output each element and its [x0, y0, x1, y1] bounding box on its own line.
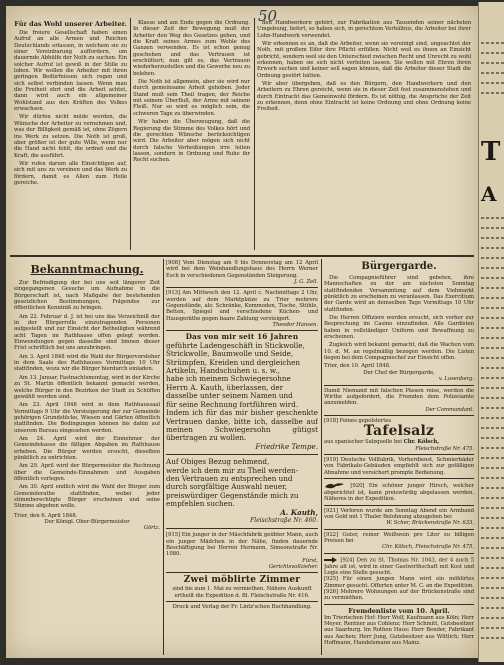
- signer-name: Görtz.: [143, 525, 160, 532]
- edge-text-line: [481, 567, 504, 569]
- paragraph: Die Herren Offiziere werden ersucht, sich vorher zur Besprechung im Casino einzufinden. Alle Gardisten haben in vollständiger Uniform und Bewaffnung zu erscheinen.: [324, 315, 474, 341]
- signer-title: Der Chef der Bürgergarde,: [363, 369, 435, 376]
- paragraph: Wir erkennen es an, daß die Arbeiter, wenn sie vereinigt sind, ungeachtet der Noth, mit großem Eifer ihre Pflicht erfüllen. Nicht weil es ihnen an Einsicht gebricht, sondern weil sie den Unterschied zwischen Recht und Unrecht zu wohl erkennen, haben sie sich nicht verleiten lassen. Sie wollen mit Ehren ihren Erwerb suchen und keiner soll sagen können, daß die Arbeiter dieser Stadt die Ordnung gestört hätten.: [257, 41, 471, 79]
- masthead-letter: T: [481, 137, 501, 167]
- announcement-line: geführte Ladengeschäft in Stickwolle,: [166, 340, 305, 350]
- notice-divider: [324, 415, 474, 416]
- place-date: Trier, den 10. April 1848.: [324, 363, 391, 370]
- notice-signature: Fürst,: [302, 557, 318, 564]
- section-divider: [10, 255, 474, 257]
- announcement-line: Auf Obiges Bezug nehmend,: [166, 457, 270, 467]
- notice-text: [921] Verloren wurde am Sonntag Abend ein Armband von Gold mit 1 Thaler Belohnung abzugeben bei: [324, 507, 474, 520]
- announcement-line: preiswürdiger Gegenstände mich zu: [166, 490, 299, 500]
- place-date: Trier, den 6. April 1848.: [14, 512, 78, 519]
- tafelsalz-sub-text: aus spanischer Salzquelle bei: [324, 439, 402, 446]
- edge-text-line: [481, 82, 504, 84]
- paragraph: Wir haben die Überzeugung, daß die Regierung die Stimme des Volkes hört und die gerechten Wünsche berücksichtigen wird. Die Arbeiter aber mögen sich nicht durch falsche Verheißungen irre leiten lassen, sondern in Ordnung und Ruhe ihr Recht suchen.: [133, 119, 250, 164]
- tafelsalz-address: Fleischstraße Nr. 475.: [415, 445, 474, 452]
- edge-text-line: [481, 227, 504, 229]
- notice-text: [913] Am Mittwoch den 12. April c. Nachmittags 2 Uhr, werden auf dem Marktplatze zu Trier mehrere Gegenstände, als: Schränke, Kommoden, Tische, Stühle, Betten, Spiegel und verschiedene Küchen- und Hausgeräthe gegen baare Zahlung versteigert.: [166, 290, 318, 322]
- fremdenliste-text: Im Trierischen Hof: Herr Wolf, Kaufmann aus Köln; Herr Meyer, Rentner aus Coblenz; Herr Schmitt, Gutsbesitzer aus Saarburg. Im Rothen Haus: Herr Bender, Fabrikant aus Aachen; Herr Jung, Gutsbesitzer aus Wittlich; Herr Hoffmann, Handelsmann aus Mainz.: [324, 614, 474, 647]
- fremdenliste-title: Fremdenliste vom 10. April.: [348, 606, 450, 615]
- notice-divider: [324, 478, 474, 479]
- buergergarde-text: [324, 275, 474, 383]
- edge-text-line: [481, 547, 504, 549]
- paragraph: Die Compagnieführer sind gebeten, ihre Mannschaften zu der am nächsten Sonntag stattfindenden Versammlung auf dem Viehmarkt pünktlich zu erscheinen zu veranlassen. Das Exercitium der Garde wird an demselben Tage Vormittags 10 Uhr stattfinden.: [324, 275, 474, 313]
- notice-divider: [166, 601, 318, 602]
- edge-text-line: [481, 367, 504, 369]
- edge-text-line: [481, 267, 504, 269]
- edge-text-line: [481, 507, 504, 509]
- top-left-column: [14, 20, 127, 254]
- edge-text-line: [481, 417, 504, 419]
- notice-signature: Chr. Kölsch, Fleischstraße Nr. 475.: [381, 544, 474, 551]
- edge-text-line: [481, 357, 504, 359]
- paragraph: Am 3. April 1848 wird die Wahl der Bürgervorsteher in dem Saale des Rathhauses Vormittags 10 Uhr stattfinden, wozu wir die Bürger hierdurch einladen.: [14, 353, 160, 373]
- zimmer-title: Zwei möblirte Zimmer: [183, 575, 301, 586]
- edge-text-line: [481, 297, 504, 299]
- notice-divider: [166, 454, 318, 455]
- edge-text-line: [481, 307, 504, 309]
- notice-divider: [166, 572, 318, 573]
- announcement-line: durch sorgfältige Auswahl neuer,: [166, 482, 288, 492]
- column-divider: [130, 18, 131, 250]
- edge-text-line: [481, 237, 504, 239]
- top-middle-text: [133, 20, 250, 164]
- edge-text-line: [481, 457, 504, 459]
- announcement-line: Strickwolle, Baumwolle und Seide,: [166, 349, 294, 359]
- notice-text: [908] Vom Dienstag am 9 bis Donnerstag am 12 April wird bei dem Weinhandlungshaus des Herrn Werner Esch in verschiedenen Gegenständen Steigerung.: [166, 260, 318, 279]
- notice-text: [920] Ein schöner junger Hirsch, welcher abgerichtet ist, kann preiswürdig abgelassen werden. Näheres in der Expedition.: [324, 482, 474, 503]
- top-left-title: Für das Wohl unserer Arbeiter.: [14, 20, 127, 28]
- announcement-signature: Friedrike Tempe.: [255, 441, 318, 451]
- notice-divider: [324, 553, 474, 554]
- top-left-text: [14, 30, 127, 186]
- paragraph: Am 24. April wird der Einnehmer der Gemeindekasse die fälligen Abgaben im Rathhause erheben. Die Bürger werden ersucht, dieselben pünktlich zu entrichten.: [14, 435, 160, 461]
- edge-text-line: [481, 447, 504, 449]
- notice-signature: Der Commandant.: [425, 406, 474, 413]
- notice-text: [924] Den zu St. Thomas Nr. 1043, der 4 auch 5 Jahre alt ist, wird in einer Gastwirthschaft mit Kost und Logis eine Stelle gesucht.: [324, 557, 474, 577]
- top-right-text: [257, 20, 471, 113]
- edge-text-line: [481, 537, 504, 539]
- kauth-name: A. Kauth,: [280, 507, 318, 517]
- notice-verloren: [324, 508, 474, 527]
- edge-text-line: [481, 347, 504, 349]
- edge-text-line: [481, 247, 504, 249]
- edge-text-line: [481, 577, 504, 579]
- notice-text: [922] Guter, reiner Weißwein pro Liter zu billigen Preisen bei: [324, 531, 474, 544]
- notice-signature: Theodor Hansen.: [272, 322, 318, 329]
- tempe-announcement: [166, 333, 318, 451]
- edge-text-line: [481, 517, 504, 519]
- paragraph: Am 13. Januar, Fastnachtsmontag, wird in der Kirche zu St. Martin öffentlich bekannt gemacht werden, welche Bürger in den Bezirken der Stadt zu Schöffen gewählt worden sind.: [14, 374, 160, 400]
- paragraph: Zugleich wird bekannt gemacht, daß die Wachen vom 10. d. M. an regelmäßig bezogen werden. Die Listen liegen bei dem Compagniechef zur Einsicht offen.: [324, 342, 474, 362]
- notice-zimmer: [925] Für einen jungen Mann wird ein möblirtes Zimmer gesucht. Offerten unter M. C. an die Expedition.: [324, 576, 474, 589]
- bekanntmachung-title: Bekanntmachung.: [30, 263, 144, 276]
- notice-divider: [166, 287, 318, 288]
- notice-beschaeftigung: [166, 532, 318, 570]
- announcement-line: für seine Rechnung fortführen wird.: [166, 399, 299, 409]
- paragraph: den Handwerkern gehört, zur Fabrikation aus Tausenden seiner nächsten Umgebung, liefert, so haben sich, in gerechtem Verhältnis, die Arbeiter bei ihrer Lohn-Handwerk verwendet.: [257, 20, 471, 39]
- announcement-line: empfehlen suchen.: [166, 499, 235, 509]
- edge-text-line: [481, 397, 504, 399]
- edge-text-line: [481, 42, 504, 44]
- announcement-line: Artikeln, Handschuhen u. s. w.,: [166, 366, 280, 376]
- edge-text-line: [481, 427, 504, 429]
- tafelsalz-intro: [918] Feines gepolstertes: [324, 417, 392, 424]
- edge-text-line: [481, 72, 504, 74]
- notice-divider: [324, 604, 474, 605]
- notice-paesse: [324, 388, 474, 413]
- announcement-line: den Vertrauen zu entsprechen und: [166, 473, 293, 483]
- paragraph: Wir aber übergeben, daß es den Bürgern, den Handwerkern und den Arbeitern zu Ehren gereicht, wenn sie in dieser Zeit fest zusammenstehen und durch Eintracht das Gemeinwohl fördern. Es ist nöthig, die Ansprüche der Zeit zu erkennen, denn ohne Eintracht ist keine Ordnung und ohne Ordnung keine Freiheit.: [257, 81, 471, 113]
- column-divider: [321, 259, 322, 655]
- edge-text-line: [481, 497, 504, 499]
- edge-text-line: [481, 407, 504, 409]
- column-divider: [163, 259, 164, 655]
- paragraph: Klasse und am Ende gegen die Ordnung. In dieser Zeit der Bewegung muß der Arbeiter den Weg des Gesetzes gehen, und die Kraft seines Armes zum Wohle des Ganzen verwenden. Es ist schon genug geschehen und das Vertrauen ist erschüttert; nun gilt es, das Vertrauen wiederherzustellen und die Gewerbe neu zu beleben.: [133, 20, 250, 77]
- masthead-letter: A: [481, 182, 497, 206]
- bekanntmachung-column: [14, 261, 160, 653]
- newspaper-page: [6, 6, 478, 658]
- notice-versteigerung: [166, 290, 318, 328]
- pointing-hand-icon: [324, 556, 338, 564]
- edge-text-line: [481, 437, 504, 439]
- paragraph: Am 22. Februar d. J. ist bei uns das Verzeichniß der in der Bürgerrolle einzutragenden Personen aufgestellt und zur Einsicht der Betheiligten während acht Tagen im Rathhause offen gelegt worden. Einwendungen gegen dasselbe sind binnen dieser Frist schriftlich bei uns anzubringen.: [14, 313, 160, 352]
- notice-stelle: [324, 556, 474, 577]
- kauth-address: Fleischstraße Nr. 460.: [250, 516, 318, 524]
- edge-text-line: [481, 467, 504, 469]
- notice-hirsch: [324, 481, 474, 503]
- edge-text-line: [481, 477, 504, 479]
- middle-notices-column: [166, 260, 318, 656]
- announcement-line: Strümpfen, Kreiden und dergleichen: [166, 357, 300, 367]
- top-middle-column: [133, 20, 250, 254]
- edge-text-line: [481, 287, 504, 289]
- edge-text-line: [481, 277, 504, 279]
- edge-text-line: [481, 587, 504, 589]
- paragraph: Die freiere Gesellschaft haben einen Aufruf an alle Armen und Reichen Deutschlands erlassen, in welchem sie zu einer Vereinbarung auffordern, um dauernde Abhülfe der Noth zu suchen. Ein solcher Aufruf ist gewiß in der Stille zu loben. Wir wollen die Arbeiter mit ihren geringen Bedürfnissen sich regen und sich selbst verbinden lassen. Wenn man die Freiheit ehrt und die Arbeit achtet, dann wird auch ein allgemeiner Wohlstand aus den Kräften des Volkes erwachsen.: [14, 30, 127, 113]
- edge-text-line: [481, 62, 504, 64]
- notice-steigerung: [166, 260, 318, 285]
- edge-text-line: [481, 52, 504, 54]
- edge-text-line: [481, 217, 504, 219]
- paragraph: Am 29. April wird der Bürgermeister die Rechnung über die Gemeinde-Einnahmen und Ausgaben öffentlich vorlegen.: [14, 463, 160, 482]
- notice-text: [915] Ein junger in der Mäschfabrik geübter Mann, auch ein junger Mädchen in der Nähe, finden dauernde Beschäftigung bei Herren Hermann, Simeonstraße Nr. 1080.: [166, 532, 318, 558]
- facing-page-edge: [478, 2, 504, 662]
- edge-text-line: [481, 637, 504, 639]
- notice-signature: W. Scher, Brückenstraße Nr. 633.: [386, 520, 474, 527]
- tafelsalz-title: Tafelsalz: [363, 423, 435, 440]
- notice-divider: [324, 505, 474, 506]
- edge-text-line: [481, 257, 504, 259]
- zimmer-text: sind bis zum 1. Mai zu vermiethen. Nähere Auskunft ertheilt die Expedition d. Bl. Fleischstraße Nr. 416.: [172, 586, 312, 599]
- column-divider: [254, 18, 255, 250]
- edge-text-line: [481, 317, 504, 319]
- paragraph: Zur Befriedigung der bei uns seit längerer Zeit eingegangenen Gesuche um Aufnahme in die Bürgerschaft ist, nach Maßgabe der bestehenden gesetzlichen Bestimmungen, Folgendes zur öffentlichen Kenntniß zu bringen.: [14, 280, 160, 312]
- bird-icon: [324, 481, 346, 490]
- notice-divider: [324, 385, 474, 386]
- buergergarde-title: Bürgergarde.: [361, 261, 437, 272]
- announcement-line: werde ich dem mir zu Theil werden-: [166, 465, 299, 475]
- tafelsalz-seller: Chr. Kölsch,: [403, 439, 439, 446]
- paragraph: Wir dürfen nicht müde werden, die Wünsche der Arbeiter zu vernehmen und, was der Billigkeit gemäß ist, ohne Zögern ins Werk zu setzen. Die Noth ist groß, aber größer ist der gute Wille, wenn nur die Hand nicht fehlt, die ordnet und die Kraft, die ausführt.: [14, 114, 127, 159]
- edge-text-line: [481, 607, 504, 609]
- notice-divider: [324, 529, 474, 530]
- print-footer: Druck und Verlag der Fr. Lintz'schen Buchhandlung.: [172, 604, 312, 611]
- edge-text-line: [481, 377, 504, 379]
- notice-text: Damit Niemand mit falschen Pässen reise, werden die Wirthe aufgefordert, die Fremden dem Polizeiamte anzumelden.: [324, 387, 474, 407]
- notice-vollfabrik: [919] Deutsche Vollfabrik, Vorherdienst, Schmierbäder von Fabrikate-Gebäuden empfiehlt sich zur gefälligen Abnahme und versichert prompte Bedienung.: [324, 456, 474, 476]
- announcement-line: habe ich meinem Schwiegersohne: [166, 374, 291, 384]
- bekanntmachung-text: [14, 280, 160, 532]
- top-right-column: [257, 20, 471, 254]
- notice-weisswein: [324, 532, 474, 551]
- notice-divider: [166, 528, 318, 529]
- notice-divider: [166, 330, 318, 331]
- paragraph: Am 30. April endlich wird die Wahl der Bürger zum Gemeinderathe stattfinden, wobei jeder stimmberechtigte Bürger erscheinen und seine Stimme abgeben wolle.: [14, 484, 160, 510]
- paragraph: Wir rufen darum alle Einsichtigen auf, sich mit uns zu vereinen und das Werk zu fördern, damit es Allen zum Heile gereiche.: [14, 160, 127, 186]
- announcement-line: Herrn A. Kauth, überlassen, der: [166, 382, 284, 392]
- notice-signature-title: Gerichtsvollzieher.: [268, 564, 318, 571]
- edge-text-line: [481, 92, 504, 94]
- paragraph: Am 23. April 1848 wird in dem Rathhaussaal Vormittags 9 Uhr die Versteigerung der zur Gemeinde gehörigen Grundstücke, Wiesen und Gärten öffentlich stattfinden. Die Bedingungen können bis dahin auf unserem Bureau eingesehen werden.: [14, 402, 160, 434]
- signer-name: v. Lasenberg.: [438, 376, 474, 383]
- kauth-announcement: [166, 458, 318, 525]
- edge-text-line: [481, 387, 504, 389]
- right-column: [324, 260, 474, 656]
- edge-text-line: [481, 627, 504, 629]
- edge-text-line: [481, 337, 504, 339]
- edge-text-line: [481, 487, 504, 489]
- edge-text-line: [481, 597, 504, 599]
- handwritten-page-number: 50: [258, 7, 278, 25]
- paragraph: Die Noth ist allgemein, aber sie wird nur durch gemeinsame Arbeit gehoben. Jeder Stand muß sein Theil tragen, der Reiche mit seinem Überfluß, der Arme mit seinem Fleiß. Nur so wird es möglich sein, die schweren Tage zu überwinden.: [133, 79, 250, 117]
- edge-text-line: [481, 557, 504, 559]
- notice-wohnungen: [926] Mehrere Wohnungen auf der Brückenstraße sind zu vermiethen.: [324, 589, 474, 602]
- edge-text-line: [481, 327, 504, 329]
- signer-title: Der Königl. Ober-Bürgermeister: [44, 519, 130, 526]
- announcement-line: dasselbe unter seinem Namen und: [166, 391, 293, 401]
- edge-text-line: [481, 617, 504, 619]
- edge-text-line: [481, 527, 504, 529]
- notice-signature: J. G. Zell.: [294, 279, 318, 286]
- announcement-line: Das von mir seit 16 Jahren: [185, 332, 299, 342]
- announcement-rest: Indem ich für das mir bisher geschenkte Vertrauen danke, bitte ich, dasselbe auf meinen Schwiegersohn gütigst übertragen zu wollen.: [166, 408, 318, 443]
- notice-divider: [324, 454, 474, 455]
